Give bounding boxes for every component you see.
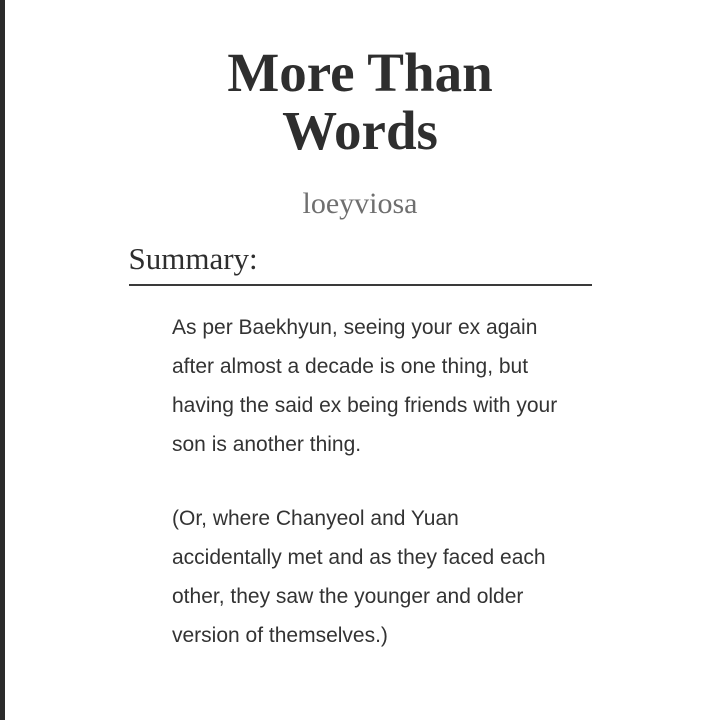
summary-paragraph: (Or, where Chanyeol and Yuan accidentally met and as they faced each other, they saw the younger and older version of themselves.) [172, 506, 546, 647]
summary-section [129, 242, 592, 286]
author-name[interactable]: loeyviosa [302, 186, 418, 220]
summary-divider [129, 284, 592, 286]
summary-heading: Summary: [128, 240, 258, 276]
summary-body [155, 308, 565, 655]
summary-paragraph: As per Baekhyun, seeing your ex again after almost a decade is one thing, but having the said ex being friends with your son is another thing. [172, 315, 558, 456]
page-title: More Than Words [227, 42, 493, 162]
